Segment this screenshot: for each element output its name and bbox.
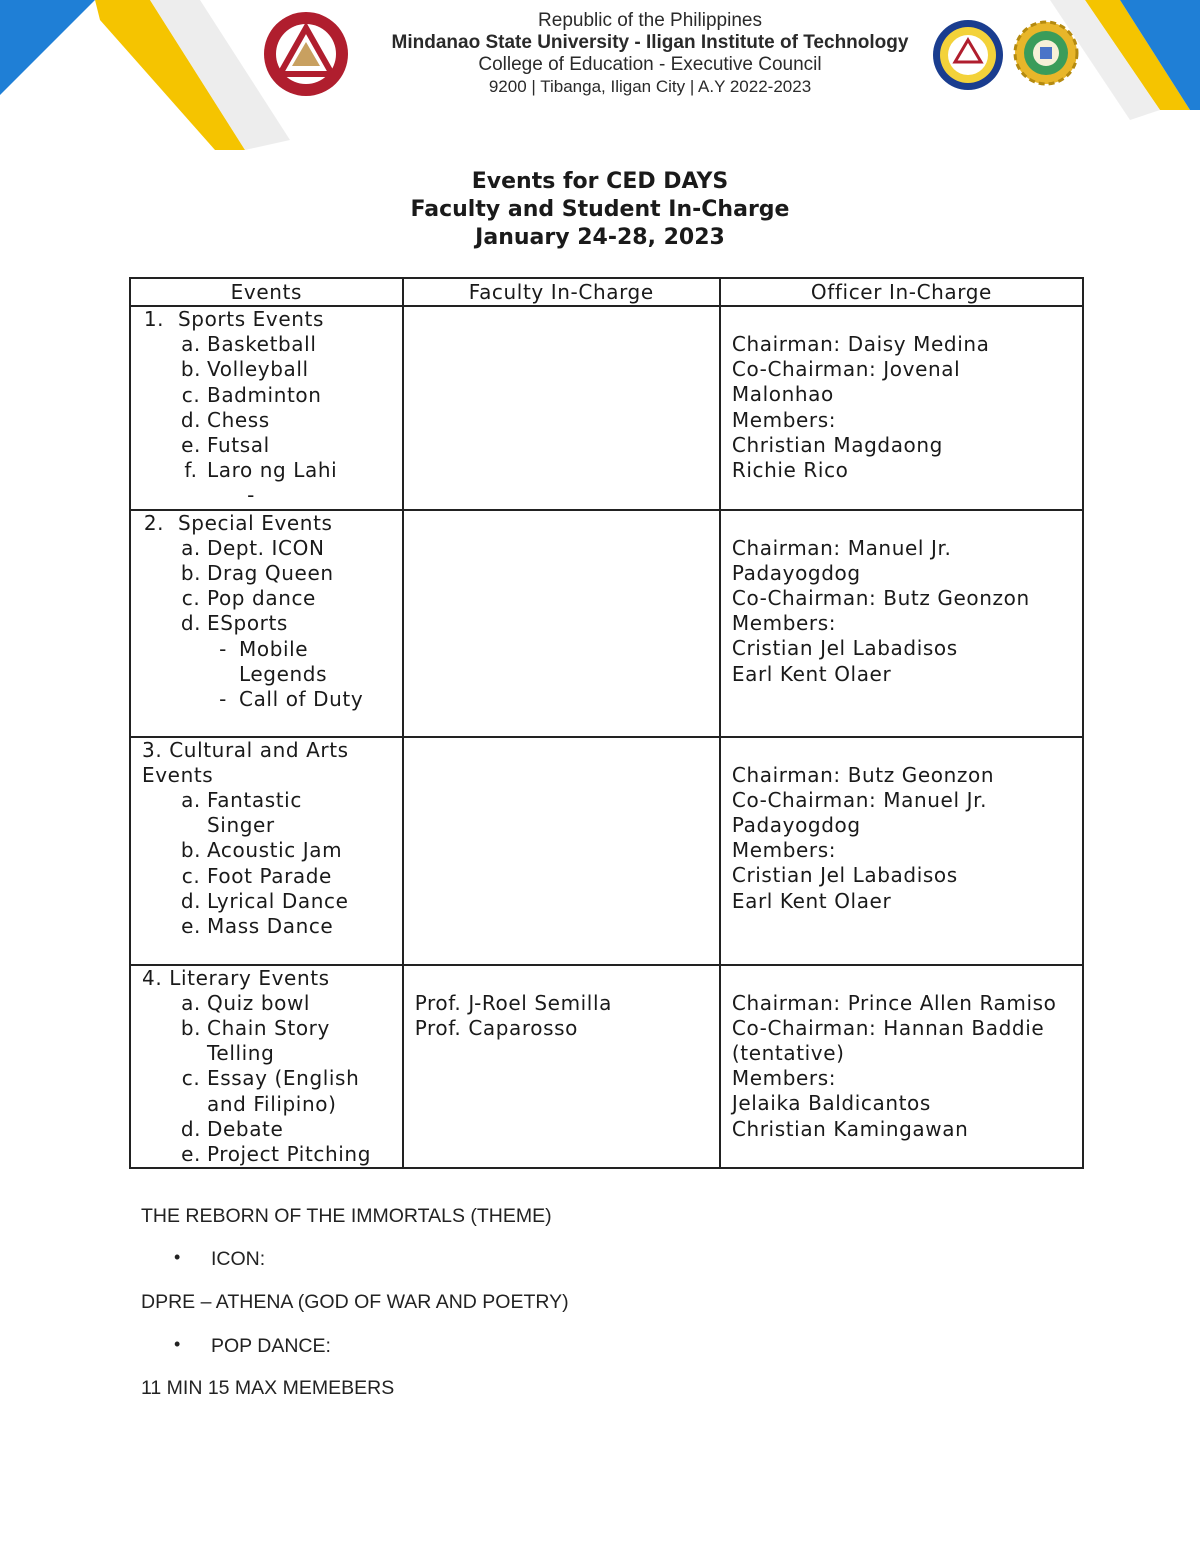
list-item: b. Acoustic Jam [180,838,343,863]
letterhead-college: College of Education - Executive Council [478,54,822,75]
bullet-icon: • [174,1247,181,1267]
events-cell [130,510,403,737]
event-category-cont: Events [142,762,214,787]
officer-line: Earl Kent Olaer [731,661,892,686]
literary-list [142,991,402,1167]
officer-line: Members: [731,407,837,432]
theme-note: THE REBORN OF THE IMMORTALS (THEME) [141,1205,552,1227]
officer-line: Co-Chairman: Jovenal [731,357,961,382]
events-cell [130,306,403,510]
faculty-cell [403,737,720,965]
faculty-cell [403,510,720,737]
letterhead [380,10,920,98]
sports-list [142,332,402,508]
event-category: 3. Cultural and Arts [142,737,349,762]
officer-line: (tentative) [731,1041,845,1066]
cultural-list [142,788,402,939]
list-item: - [247,483,255,508]
list-item: a. Quiz bowl [181,990,311,1015]
icon-note: ICON: [211,1248,266,1270]
officer-line: Jelaika Baldicantos [731,1091,931,1116]
faculty-line: Prof. Caparosso [414,1015,578,1040]
list-item: c. Pop dance [181,586,316,611]
college-seal [931,18,1005,92]
table-row-special [130,510,1083,737]
faculty-line: Prof. J-Roel Semilla [414,990,612,1015]
list-item: b. Drag Queen [180,561,334,586]
events-table [129,277,1084,1169]
officer-line: Co-Chairman: Butz Geonzon [731,586,1030,611]
list-item: b. Volleyball [180,357,309,382]
header-events: Events [130,278,403,306]
table-header-row [130,278,1083,306]
list-item: d. Debate [180,1116,284,1141]
list-item: d. Chess [180,407,270,432]
officer-line: Chairman: Butz Geonzon [731,762,995,787]
officer-cell [720,737,1083,965]
list-item: e. Project Pitching [181,1142,372,1167]
officer-line: Padayogdog [731,813,861,838]
officer-line: Richie Rico [731,458,849,483]
events-cell [130,965,403,1169]
letterhead-republic: Republic of the Philippines [538,10,762,31]
title-line-faculty: Faculty and Student In-Charge [410,197,790,222]
list-item: c. Badminton [181,382,322,407]
officer-line: Malonhao [731,382,834,407]
list-item: c. Essay (English and Filipino) [181,1066,360,1116]
officer-line: Members: [731,1066,837,1091]
officer-line: Padayogdog [731,560,861,585]
title-line-date: January 24-28, 2023 [475,225,725,250]
letterhead-address: 9200 | Tibanga, Iligan City | A.Y 2022-2023 [488,77,812,96]
officer-line: Cristian Jel Labadisos [731,636,958,661]
events-cell [130,737,403,965]
dpre-note: DPRE – ATHENA (GOD OF WAR AND POETRY) [141,1291,569,1313]
list-item: a. Fantastic Singer [181,788,302,838]
officer-line: Members: [731,838,837,863]
officer-cell [720,965,1083,1169]
list-item: d. Lyrical Dance [180,888,349,913]
officer-line: Chairman: Prince Allen Ramiso [731,990,1057,1015]
list-item: - Call of Duty [219,687,364,712]
officer-line: Chairman: Daisy Medina [731,332,990,356]
officer-cell [720,306,1083,510]
officer-line: Members: [731,611,837,636]
event-category: 4. Literary Events [142,965,330,990]
officer-line: Cristian Jel Labadisos [731,863,958,888]
list-item: c. Foot Parade [181,863,332,888]
list-item: b. Chain Story Telling [180,1016,330,1066]
letterhead-university: Mindanao State University - Iligan Institute of Technology [391,32,909,53]
officer-line: Chairman: Manuel Jr. [731,535,952,560]
council-seal [1013,20,1079,86]
list-item: e. Mass Dance [181,914,334,939]
pop-dance-note: POP DANCE: [211,1335,331,1357]
officer-line: Christian Magdaong [731,432,943,457]
event-category: 2. Special Events [143,510,333,535]
list-item: a. Dept. ICON [181,535,325,560]
university-logo [262,8,350,100]
document-title [0,168,1200,252]
members-note: 11 MIN 15 MAX MEMEBERS [141,1377,395,1399]
list-item: e. Futsal [181,433,270,458]
list-item: d. ESports [180,611,288,636]
officer-line: Earl Kent Olaer [731,888,892,913]
table-row-literary [130,965,1083,1169]
header-faculty: Faculty In-Charge [403,278,720,306]
list-item: f. Laro ng Lahi [184,458,338,483]
bullet-icon: • [174,1334,181,1354]
faculty-cell [403,965,720,1169]
faculty-cell [403,306,720,510]
officer-line: Christian Kamingawan [731,1116,969,1141]
special-list [142,536,402,637]
event-category: 1. Sports Events [143,307,324,331]
table-row-cultural [130,737,1083,965]
esports-sublist [142,637,402,713]
table-row-sports [130,306,1083,510]
list-item: a. Basketball [181,332,317,357]
list-item: - Mobile Legends [219,636,328,686]
title-line-events: Events for CED DAYS [471,169,729,194]
officer-cell [720,510,1083,737]
officer-line: Co-Chairman: Manuel Jr. [731,787,988,812]
header-officer: Officer In-Charge [720,278,1083,306]
officer-line: Co-Chairman: Hannan Baddie [731,1015,1045,1040]
